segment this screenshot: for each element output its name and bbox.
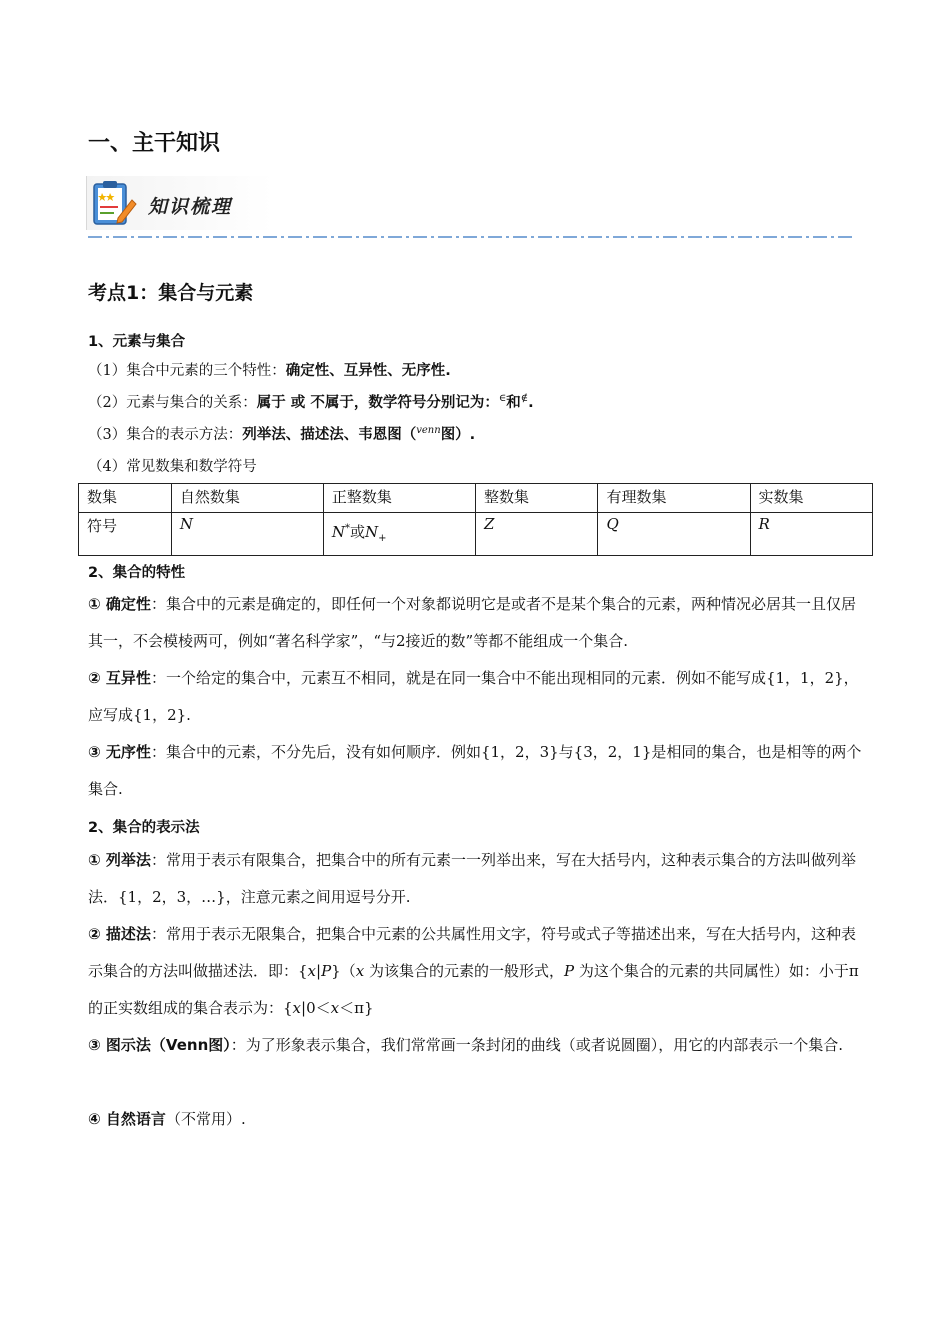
rep-label: ③ 图示法（Venn图） bbox=[88, 1036, 231, 1054]
item-2-prefix: （2）元素与集合的关系： bbox=[88, 395, 257, 411]
rep-natural-language bbox=[88, 1101, 866, 1138]
item-3-bold: 列举法、描述法、韦恩图（ bbox=[242, 427, 417, 443]
property-determinacy bbox=[88, 586, 866, 660]
table-cell bbox=[598, 513, 750, 556]
item-3-prefix: （3）集合的表示方法： bbox=[88, 427, 243, 443]
item-3-bold-end: 图）. bbox=[440, 427, 476, 443]
item-1-prefix: （1）集合中元素的三个特性： bbox=[88, 363, 286, 379]
positive-int-symbol-alt: N bbox=[365, 523, 379, 541]
var-x: x bbox=[330, 999, 340, 1017]
rep-label: ② 描述法 bbox=[88, 925, 151, 943]
item-2 bbox=[88, 391, 534, 412]
property-label: ③ 无序性 bbox=[88, 743, 151, 761]
item-1-bold: 确定性、互异性、无序性. bbox=[285, 363, 451, 379]
item-4: （4）常见数集和数学符号 bbox=[88, 459, 257, 475]
subheading-properties: 2、集合的特性 bbox=[88, 565, 186, 581]
table-cell: 实数集 bbox=[750, 484, 872, 513]
item-1 bbox=[88, 359, 451, 380]
var-x: x bbox=[355, 962, 365, 980]
var-x: x bbox=[307, 962, 317, 980]
property-label: ① 确定性 bbox=[88, 595, 151, 613]
star-mark: * bbox=[345, 523, 351, 534]
table-cell bbox=[475, 513, 597, 556]
table-cell: 有理数集 bbox=[598, 484, 750, 513]
item-2-bold: 属于 或 不属于，数学符号分别记为： bbox=[256, 395, 499, 411]
table-cell bbox=[171, 513, 323, 556]
rep-text: ＜π} bbox=[339, 999, 374, 1017]
var-x: x bbox=[292, 999, 302, 1017]
rep-text: ：常用于表示无限集合，把集合中元素的公共属性用文字，符号或式子等描述出来，写在大括号内，这种表示集合的方法叫做描述法．即：{ bbox=[88, 925, 856, 980]
table-row bbox=[79, 513, 873, 556]
number-sets-table bbox=[78, 483, 873, 556]
rep-text: ：为了形象表示集合，我们常常画一条封闭的曲线（或者说圆圈），用它的内部表示一个集合. bbox=[230, 1036, 844, 1054]
item-2-and: 和 bbox=[506, 395, 521, 411]
var-p: P bbox=[563, 962, 575, 980]
not-belongs-symbol: ∉ bbox=[520, 393, 529, 405]
natural-symbol: N bbox=[179, 515, 193, 533]
integer-symbol: Z bbox=[483, 515, 495, 533]
subheading-representation: 2、集合的表示法 bbox=[88, 820, 200, 836]
rep-venn bbox=[88, 1027, 866, 1064]
property-label: ② 互异性 bbox=[88, 669, 151, 687]
table-cell: 正整数集 bbox=[323, 484, 475, 513]
item-3 bbox=[88, 423, 475, 444]
section-title: 考点1：集合与元素 bbox=[88, 282, 254, 304]
plus-mark: + bbox=[378, 533, 387, 544]
subheading-elements-sets: 1、元素与集合 bbox=[88, 334, 186, 350]
rep-text: ：常用于表示有限集合，把集合中的所有元素一一列举出来，写在大括号内，这种表示集合的方法叫做列举法．{1，2，3，…}，注意元素之间用逗号分开. bbox=[88, 851, 856, 906]
table-cell: 整数集 bbox=[475, 484, 597, 513]
knowledge-banner bbox=[86, 176, 272, 232]
property-distinctness bbox=[88, 660, 866, 734]
rep-text: 为该集合的元素的一般形式， bbox=[364, 962, 564, 980]
rational-symbol: Q bbox=[606, 515, 619, 533]
property-text: ：一个给定的集合中，元素互不相同，就是在同一集合中不能出现相同的元素．例如不能写成{1，1，2}，应写成{1，2}. bbox=[88, 669, 859, 724]
or-word: 或 bbox=[350, 523, 366, 541]
item-2-end: . bbox=[528, 395, 534, 411]
belongs-symbol: ∈ bbox=[498, 393, 507, 405]
rep-text: 为这个集合的元素的共同属性）如：小于π的正实数组成的集合表示为：{ bbox=[88, 962, 859, 1017]
table-cell: 自然数集 bbox=[171, 484, 323, 513]
rep-text: （不常用）. bbox=[165, 1110, 246, 1128]
rep-label: ④ 自然语言 bbox=[88, 1110, 166, 1128]
table-header-row bbox=[79, 484, 873, 513]
venn-word: venn bbox=[416, 425, 441, 437]
positive-int-symbol: N bbox=[331, 523, 346, 541]
bar: | bbox=[316, 962, 322, 980]
property-unordered bbox=[88, 734, 866, 808]
rep-description bbox=[88, 916, 866, 1027]
clipboard-icon bbox=[88, 178, 140, 230]
main-heading: 一、主干知识 bbox=[88, 131, 221, 156]
table-cell: 符号 bbox=[79, 513, 172, 556]
banner-label: 知识梳理 bbox=[148, 196, 233, 218]
rep-text: }（ bbox=[331, 962, 356, 980]
table-cell bbox=[750, 513, 872, 556]
var-p: P bbox=[321, 962, 332, 980]
table-cell bbox=[323, 513, 475, 556]
rep-listing bbox=[88, 842, 866, 916]
table-cell: 数集 bbox=[79, 484, 172, 513]
property-text: ：集合中的元素是确定的，即任何一个对象都说明它是或者不是某个集合的元素，两种情况必居其一且仅居其一，不会模棱两可，例如“著名科学家”，“与2接近的数”等都不能组成一个集合. bbox=[88, 595, 856, 650]
property-text: ：集合中的元素，不分先后，没有如何顺序．例如{1，2，3}与{3，2，1}是相同的集合，也是相等的两个集合. bbox=[88, 743, 862, 798]
real-symbol: R bbox=[758, 515, 770, 533]
dashed-divider bbox=[88, 235, 852, 239]
rep-text: |0＜ bbox=[301, 999, 331, 1017]
rep-label: ① 列举法 bbox=[88, 851, 151, 869]
